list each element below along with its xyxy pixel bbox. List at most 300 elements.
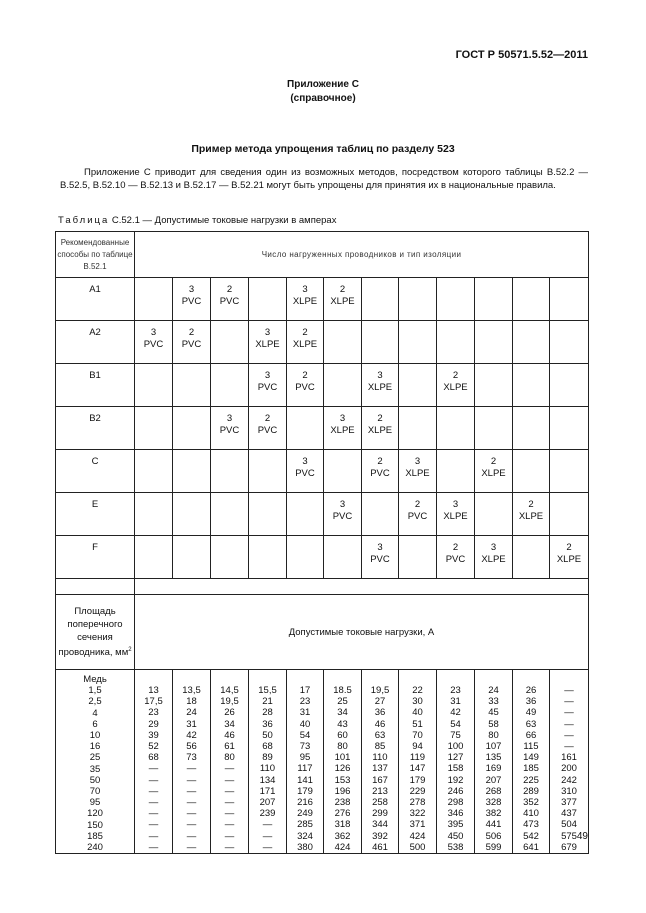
cross-section-value: 50 [89, 774, 101, 786]
current-value: — [224, 797, 235, 809]
conductor-config-cell: 3 PVC [173, 278, 211, 321]
conductor-config-cell [135, 493, 173, 536]
conductor-config-cell: 3 PVC [324, 493, 362, 536]
conductor-config-cell: 2 PVC [399, 493, 437, 536]
current-column [513, 670, 550, 854]
conductor-config-cell: 3 XLPE [287, 278, 324, 321]
current-values-row [56, 670, 589, 854]
spacer-cell [56, 579, 135, 595]
current-value: 18 [186, 696, 197, 708]
cross-section-value: 150 [87, 819, 103, 831]
current-value: 450 [447, 830, 464, 842]
conductor-config-cell [513, 536, 550, 579]
current-value: 179 [297, 785, 313, 797]
current-value: 410 [523, 808, 539, 820]
current-value: 242 [561, 774, 577, 786]
current-value: — [148, 785, 159, 797]
current-value: 39 [148, 729, 159, 741]
current-value: 200 [561, 763, 577, 775]
cross-section-value: 25 [89, 752, 101, 764]
current-value: 115 [523, 741, 539, 753]
cross-section-value: 10 [89, 730, 101, 742]
conductor-config-cell: 2 XLPE [287, 321, 324, 364]
conductor-config-cell [550, 450, 589, 493]
conductor-config-cell [324, 450, 362, 493]
current-value: 29 [148, 718, 159, 730]
current-column [399, 670, 437, 854]
current-value: 110 [372, 752, 388, 764]
current-value: — [148, 774, 159, 786]
cross-section-header [56, 595, 135, 670]
conductor-config-cell [324, 321, 362, 364]
current-value: 40 [412, 707, 423, 719]
current-value: 575 [561, 830, 577, 842]
current-value: — [186, 808, 197, 820]
conductor-config-cell [550, 493, 589, 536]
current-value: 424 [409, 830, 426, 842]
cross-section-value: 70 [89, 786, 101, 798]
method-name: B1 [56, 364, 135, 407]
method-name: B2 [56, 407, 135, 450]
current-value: — [148, 830, 159, 842]
table-caption-prefix: Таблица [58, 215, 110, 226]
current-value: 169 [485, 763, 502, 775]
current-value: 117 [297, 763, 313, 775]
current-value: 134 [259, 774, 276, 786]
conductor-config-cell: 2 XLPE [437, 364, 475, 407]
current-value: 461 [372, 841, 388, 853]
current-value: 94 [412, 741, 423, 753]
current-value: 66 [525, 729, 537, 741]
current-value: 346 [447, 808, 464, 820]
conductor-config-cell: 3 PVC [287, 450, 324, 493]
conductor-config-cell [135, 450, 173, 493]
current-value: 135 [485, 752, 502, 764]
section-header-row [56, 595, 589, 670]
current-value: 171 [259, 785, 276, 797]
current-value: 107 [485, 741, 502, 753]
current-value: 192 [447, 774, 464, 786]
conductor-config-cell [324, 364, 362, 407]
current-value: — [564, 741, 574, 753]
current-value: 46 [224, 729, 235, 741]
current-value: 28 [262, 707, 273, 719]
conductor-config-cell [437, 407, 475, 450]
current-value: 278 [409, 797, 426, 809]
current-value: 61 [224, 741, 235, 753]
current-value: 73 [186, 752, 197, 764]
method-row-e [56, 493, 589, 536]
spacer-row [56, 579, 589, 595]
current-value: — [186, 841, 197, 853]
current-value: — [224, 785, 235, 797]
current-value: 473 [523, 819, 539, 831]
current-value: 285 [297, 819, 313, 831]
current-value: 49 [525, 707, 537, 719]
method-row-b2 [56, 407, 589, 450]
conductor-config-cell [173, 536, 211, 579]
conductor-config-cell [211, 364, 249, 407]
conductor-config-cell [362, 321, 399, 364]
current-value: 52 [148, 741, 159, 753]
document-id-header: ГОСТ Р 50571.5.52—2011 [455, 49, 588, 61]
current-value: 238 [334, 797, 351, 809]
current-column [135, 670, 173, 854]
current-value: 17 [299, 685, 311, 696]
current-value: 380 [297, 841, 313, 853]
current-value: — [224, 763, 235, 775]
current-value: 23 [299, 696, 311, 708]
current-column [437, 670, 475, 854]
conductor-config-cell [173, 493, 211, 536]
current-value: 322 [409, 808, 426, 820]
current-value: 310 [561, 785, 577, 797]
current-value: 22 [412, 685, 423, 696]
page-number: 49 [576, 831, 588, 842]
conductor-config-cell [550, 278, 589, 321]
conductor-config-cell [135, 364, 173, 407]
conductor-config-cell: 3 XLPE [249, 321, 287, 364]
conductor-config-cell [249, 493, 287, 536]
current-value: 158 [447, 763, 464, 775]
conductor-config-cell: 2 PVC [211, 278, 249, 321]
cross-section-header-text: Площадь поперечного сечения проводника, мм [58, 605, 129, 659]
conductor-config-cell [399, 364, 437, 407]
conductor-config-cell [475, 321, 513, 364]
current-value: 213 [372, 785, 388, 797]
current-value: 196 [334, 785, 351, 797]
conductor-config-cell [550, 407, 589, 450]
current-value: 23 [148, 707, 159, 719]
current-value: 31 [450, 696, 461, 708]
current-value: 352 [523, 797, 539, 809]
method-name: F [56, 536, 135, 579]
conductor-config-cell: 3 XLPE [475, 536, 513, 579]
conductor-config-cell [249, 278, 287, 321]
current-value: — [224, 830, 235, 842]
conductor-config-cell: 2 PVC [249, 407, 287, 450]
conductor-config-cell [513, 407, 550, 450]
current-value: 289 [523, 785, 539, 797]
current-value: 75 [450, 729, 461, 741]
current-value: — [148, 819, 159, 831]
current-value: 80 [337, 741, 348, 753]
method-name: E [56, 493, 135, 536]
current-value: — [262, 841, 273, 853]
current-value: 24 [186, 707, 197, 719]
current-value: 36 [525, 696, 537, 708]
conductor-config-cell [211, 536, 249, 579]
current-value: — [564, 685, 574, 696]
method-row-b1 [56, 364, 589, 407]
method-row-c [56, 450, 589, 493]
conductor-config-cell: 3 PVC [135, 321, 173, 364]
current-value: — [224, 819, 235, 831]
current-value: 42 [186, 729, 197, 741]
current-value: 382 [485, 808, 502, 820]
current-value: 504 [561, 819, 577, 831]
conductor-config-cell [399, 407, 437, 450]
current-value: 21 [262, 696, 273, 708]
conductor-config-cell [135, 278, 173, 321]
current-value: 161 [561, 752, 577, 764]
current-value: 344 [372, 819, 388, 831]
current-value: 207 [485, 774, 502, 786]
current-value: — [224, 841, 235, 853]
cross-section-value: 4 [92, 707, 98, 719]
current-value: 19,5 [370, 685, 390, 696]
current-value: 68 [148, 752, 159, 764]
cross-section-value: 1,5 [88, 685, 102, 697]
current-value: 371 [409, 819, 426, 831]
current-value: 229 [409, 785, 426, 797]
intro-paragraph: Приложение С приводит для сведения один из возможных методов, посредством которого таблицы В.52.2 — В.52.5, В.52.10 — В.52.13 и В.52.17 — В.52.21 могут быть упрощены для принятия их в национальные правила. [60, 167, 588, 191]
current-column [173, 670, 211, 854]
current-value: 299 [372, 808, 388, 820]
conductor-config-cell [475, 278, 513, 321]
conductor-config-cell [211, 493, 249, 536]
conductor-config-cell: 3 XLPE [324, 407, 362, 450]
appendix-title: Приложение С [287, 79, 359, 90]
current-value: 63 [374, 729, 386, 741]
current-value: — [148, 797, 159, 809]
conductor-config-cell [173, 364, 211, 407]
conductor-config-cell: 2 XLPE [475, 450, 513, 493]
current-value: 119 [409, 752, 426, 764]
current-value: 89 [262, 752, 273, 764]
material-label: Медь [83, 674, 107, 685]
current-capacity-table [55, 231, 589, 854]
current-column [362, 670, 399, 854]
current-value: 500 [409, 841, 426, 853]
conductor-config-cell [399, 278, 437, 321]
cross-section-value: 6 [92, 718, 98, 730]
conductor-config-cell [513, 321, 550, 364]
current-value: 437 [561, 808, 577, 820]
conductor-config-cell: 3 PVC [362, 536, 399, 579]
current-value: 268 [485, 785, 502, 797]
current-value: — [186, 830, 197, 842]
conductor-config-cell: 3 XLPE [399, 450, 437, 493]
method-row-f [56, 536, 589, 579]
conductor-config-cell [475, 364, 513, 407]
conductor-config-cell [211, 321, 249, 364]
current-value: 538 [447, 841, 464, 853]
current-value: 40 [299, 718, 311, 730]
cross-section-value: 95 [89, 797, 101, 809]
current-value: 95 [299, 752, 311, 764]
current-value: 225 [523, 774, 539, 786]
current-value: — [262, 830, 273, 842]
current-value: — [224, 774, 235, 786]
conductor-config-cell: 3 XLPE [437, 493, 475, 536]
current-value: 23 [450, 685, 461, 696]
conductor-config-cell [437, 321, 475, 364]
conductor-config-cell [437, 278, 475, 321]
current-values-header: Допустимые токовые нагрузки, А [135, 595, 589, 670]
current-value: 14,5 [220, 685, 239, 696]
current-value: 60 [337, 729, 348, 741]
conductor-config-cell [550, 321, 589, 364]
current-value: 101 [334, 752, 351, 764]
current-value: — [262, 819, 273, 831]
current-value: — [186, 785, 197, 797]
current-value: — [186, 763, 197, 775]
current-column [287, 670, 324, 854]
conductor-config-cell [287, 407, 324, 450]
conductor-config-cell [173, 407, 211, 450]
current-value: 110 [259, 763, 276, 775]
current-value: 441 [485, 819, 502, 831]
current-value: 239 [259, 808, 276, 820]
current-value: — [564, 707, 574, 719]
current-value: 36 [374, 707, 386, 719]
conductor-config-cell: 2 XLPE [324, 278, 362, 321]
current-value: 147 [409, 763, 426, 775]
cross-section-list [56, 670, 135, 854]
current-value: 54 [450, 718, 461, 730]
conductor-config-cell [513, 450, 550, 493]
current-value: 679 [561, 841, 577, 853]
current-value: 395 [447, 819, 464, 831]
conductor-config-cell [362, 493, 399, 536]
conductor-config-cell: 2 XLPE [362, 407, 399, 450]
method-column-header: Рекомендованные способы по таблице В.52.1 [56, 232, 135, 278]
current-value: 36 [262, 718, 273, 730]
conductor-config-cell: 3 PVC [249, 364, 287, 407]
current-column [324, 670, 362, 854]
current-value: — [224, 808, 235, 820]
current-value: 19,5 [220, 696, 239, 708]
cross-section-value: 240 [87, 842, 103, 854]
current-value: 18.5 [333, 685, 352, 696]
current-value: 80 [224, 752, 235, 764]
current-value: 185 [523, 763, 539, 775]
conductor-config-cell [173, 450, 211, 493]
table-caption [58, 215, 336, 226]
conductor-config-cell: 2 PVC [173, 321, 211, 364]
current-value: 599 [485, 841, 502, 853]
current-column [550, 670, 589, 854]
conductor-config-cell [249, 450, 287, 493]
method-row-a2 [56, 321, 589, 364]
current-value: — [148, 808, 159, 820]
current-value: 27 [374, 696, 386, 708]
conductor-config-cell [475, 493, 513, 536]
current-value: 13,5 [182, 685, 201, 696]
method-name: A2 [56, 321, 135, 364]
current-value: — [148, 841, 159, 853]
conductor-config-cell: 3 PVC [211, 407, 249, 450]
current-value: 31 [299, 707, 311, 719]
current-value: 249 [297, 808, 313, 820]
current-column [475, 670, 513, 854]
current-value: 34 [224, 718, 235, 730]
current-value: 26 [224, 707, 235, 719]
current-value: 328 [485, 797, 502, 809]
current-value: 26 [525, 685, 537, 696]
conductor-config-cell [437, 450, 475, 493]
current-value: 141 [297, 774, 313, 786]
conductor-config-cell [287, 493, 324, 536]
conductor-config-cell [513, 278, 550, 321]
current-value: 542 [523, 830, 539, 842]
current-value: 377 [561, 797, 577, 809]
current-value: 126 [334, 763, 351, 775]
conductor-config-cell [324, 536, 362, 579]
conductor-config-cell: 2 PVC [437, 536, 475, 579]
current-value: — [148, 763, 159, 775]
current-value: — [186, 774, 197, 786]
spacer-cell [135, 579, 589, 595]
current-value: 641 [523, 841, 539, 853]
cross-section-value: 16 [89, 741, 101, 753]
current-value: 207 [259, 797, 276, 809]
current-value: 31 [186, 718, 197, 730]
conductor-config-cell [135, 407, 173, 450]
conductor-config-cell [513, 364, 550, 407]
conductor-config-cell [135, 536, 173, 579]
conductor-config-cell [475, 407, 513, 450]
current-value: 424 [334, 841, 351, 853]
conductor-config-cell [399, 536, 437, 579]
method-row-a1 [56, 278, 589, 321]
current-value: — [186, 797, 197, 809]
conductor-config-cell: 3 XLPE [362, 364, 399, 407]
current-value: 24 [488, 685, 499, 696]
current-column [211, 670, 249, 854]
current-value: 246 [447, 785, 464, 797]
appendix-subtitle: (справочное) [290, 93, 356, 104]
current-value: 137 [372, 763, 388, 775]
current-value: 54 [299, 729, 311, 741]
current-value: 46 [374, 718, 386, 730]
current-value: 17,5 [144, 696, 163, 708]
current-value: 73 [299, 741, 311, 753]
current-value: — [564, 718, 574, 730]
current-value: 179 [409, 774, 426, 786]
current-value: 34 [337, 707, 348, 719]
current-value: 149 [523, 752, 539, 764]
current-value: 42 [450, 707, 461, 719]
current-value: 276 [334, 808, 351, 820]
method-name: C [56, 450, 135, 493]
cross-section-value: 120 [87, 808, 103, 820]
current-value: 15,5 [258, 685, 277, 696]
current-value: 392 [372, 830, 388, 842]
current-value: 318 [334, 819, 351, 831]
current-value: 56 [186, 741, 197, 753]
current-value: 80 [488, 729, 499, 741]
current-value: 50 [262, 729, 273, 741]
current-value: 506 [485, 830, 502, 842]
conductor-config-cell [550, 364, 589, 407]
cross-section-unit-exponent: 2 [128, 646, 132, 653]
current-value: 153 [334, 774, 351, 786]
current-value: — [186, 819, 197, 831]
current-value: 70 [412, 729, 423, 741]
current-value: 63 [525, 718, 537, 730]
current-value: 298 [447, 797, 464, 809]
table-caption-text: С.52.1 — Допустимые токовые нагрузки в амперах [111, 215, 337, 226]
cross-section-value: 185 [87, 830, 103, 842]
conductor-config-cell [399, 321, 437, 364]
current-value: 58 [488, 718, 499, 730]
conductor-config-cell: 2 XLPE [513, 493, 550, 536]
current-value: 85 [374, 741, 386, 753]
current-column [249, 670, 287, 854]
cross-section-value: 35 [89, 763, 101, 775]
